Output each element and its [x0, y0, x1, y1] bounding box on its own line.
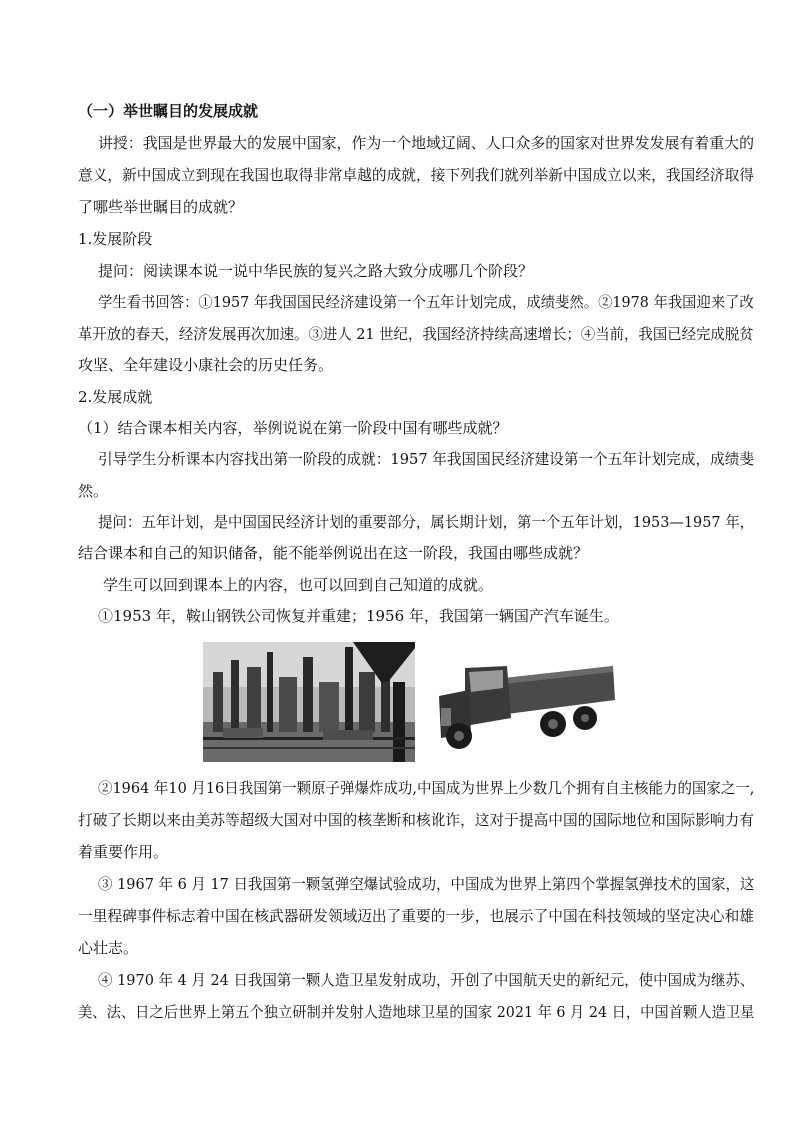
steel-plant-photo	[203, 642, 415, 762]
stage-question: 提问：阅读课本说一说中华民族的复兴之路大致分成哪几个阶段？	[98, 262, 534, 280]
intro-line-2: 意义，新中国成立到现在我国也取得非常卓越的成就，接下列我们就列举新中国成立以来，我国经济取得	[78, 166, 755, 184]
guide-line-1: 引导学生分析课本内容找出第一阶段的成就：1957 年我国国民经济建设第一个五年计划完成，成绩斐	[98, 450, 754, 468]
section-title: （一）举世瞩目的发展成就	[78, 102, 259, 120]
guide-line-2: 然。	[78, 482, 109, 500]
truck-photo	[435, 648, 619, 758]
stage-answer-line-3: 攻坚、全年建设小康社会的历史任务。	[78, 356, 334, 374]
achievement-item-1: ①1953 年，鞍山钢铁公司恢复并重建；1956 年，我国第一辆国产汽车诞生。	[98, 607, 619, 625]
achievement-item-2-line-2: 打破了长期以来由美苏等超级大国对中国的核垄断和核讹诈，这对于提高中国的国际地位和国际影响力有	[78, 811, 755, 829]
achievement-item-4-line-2: 美、法、日之后世界上第五个独立研制并发射人造地球卫星的国家 2021 年 6 月 24 日，中国首颗人造卫星	[78, 1003, 755, 1021]
intro-line-1: 讲授：我国是世界最大的发展中国家，作为一个地域辽阔、人口众多的国家对世界发发展有着重大的	[98, 134, 755, 152]
student-note: 学生可以回到课本上的内容，也可以回到自己知道的成就。	[103, 576, 494, 594]
achievement-item-4-line-1: ④ 1970 年 4 月 24 日我国第一颗人造卫星发射成功，开创了中国航天史的新纪元，使中国成为继苏、	[98, 971, 755, 989]
plan-question-line-1: 提问：五年计划，是中国国民经济计划的重要部分，属长期计划，第一个五年计划，1953—1957 年，	[98, 513, 755, 531]
stage-heading: 1.发展阶段	[78, 230, 153, 248]
achievement-item-3-line-1: ③ 1967 年 6 月 17 日我国第一颗氢弹空爆试验成功，中国成为世界上第四个掌握氢弹技术的国家，这	[98, 875, 755, 893]
stage-answer-line-1: 学生看书回答：①1957 年我国国民经济建设第一个五年计划完成，成绩斐然。②1978 年我国迎来了改	[98, 293, 754, 311]
photo-row	[203, 642, 623, 762]
achievement-item-2-line-1: ②1964 年10 月16日我国第一颗原子弹爆炸成功,中国成为世界上少数几个拥有自主核能力的国家之一,	[98, 779, 755, 797]
achievement-item-3-line-2: 一里程碑事件标志着中国在核武器研发领域迈出了重要的一步，也展示了中国在科技领域的坚定决心和雄	[78, 907, 755, 925]
sub-question: （1）结合课本相关内容，举例说说在第一阶段中国有哪些成就？	[78, 419, 508, 437]
achievement-heading: 2.发展成就	[78, 388, 153, 406]
intro-line-3: 了哪些举世瞩目的成就？	[78, 198, 244, 216]
stage-answer-line-2: 革开放的春天，经济发展再次加速。③进人 21 世纪，我国经济持续高速增长；④当前，我国已经完成脱贫	[78, 325, 754, 343]
achievement-item-3-line-3: 心壮志。	[78, 939, 139, 957]
plan-question-line-2: 结合课本和自己的知识储备，能不能举例说出在这一阶段，我国由哪些成就？	[78, 544, 589, 562]
achievement-item-2-line-3: 着重要作用。	[78, 843, 169, 861]
